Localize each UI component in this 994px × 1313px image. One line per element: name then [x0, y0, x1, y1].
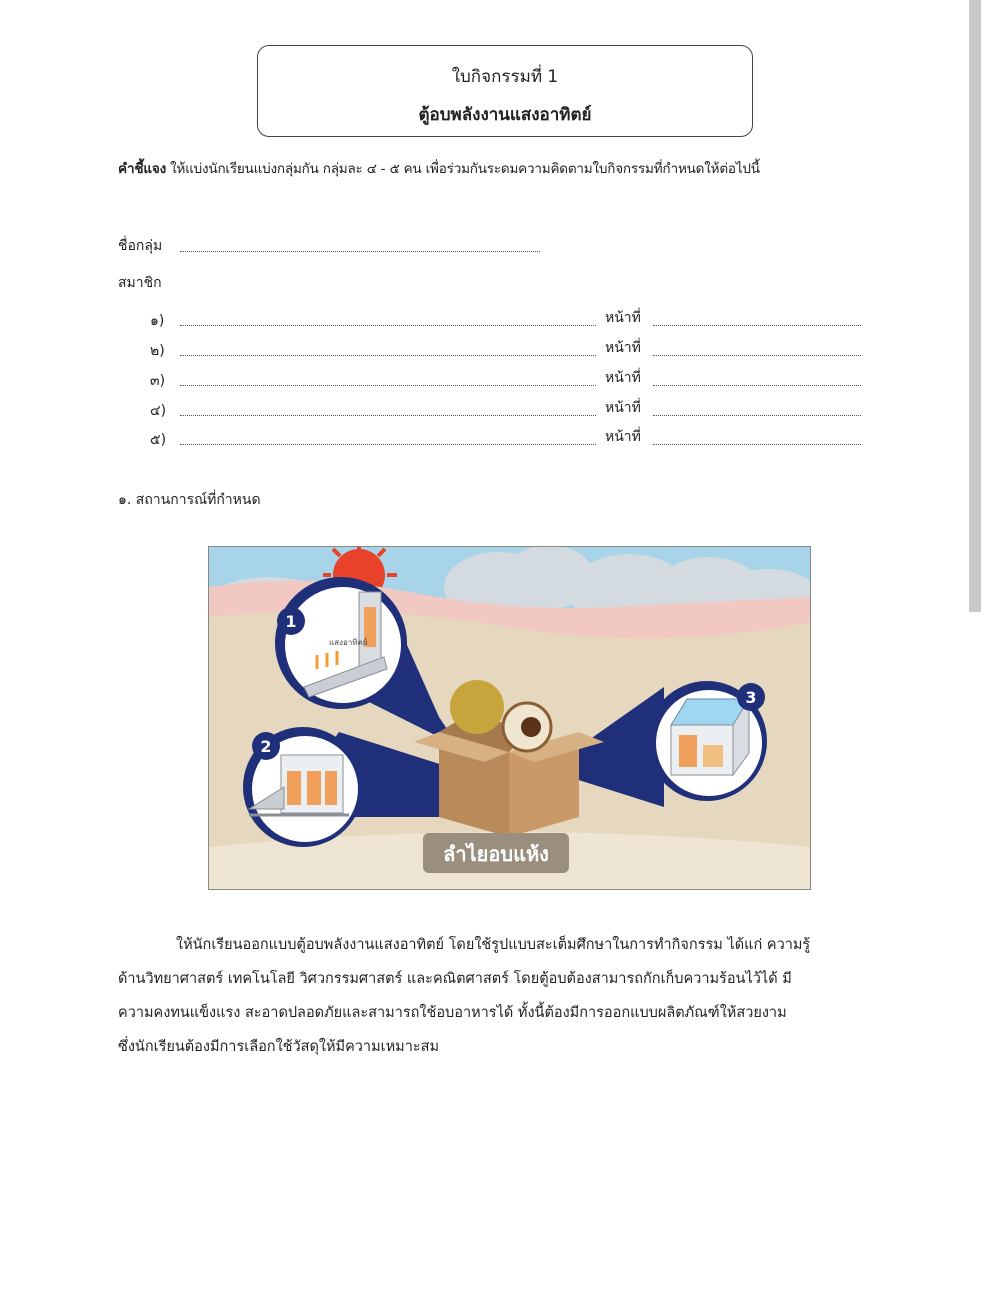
instruction-label: คำชี้แจง	[118, 161, 166, 177]
role-line[interactable]	[653, 325, 861, 326]
role-label: หน้าที่	[605, 429, 641, 445]
member-name-line[interactable]	[180, 355, 596, 356]
panel1-label: แสงอาทิตย์	[329, 638, 368, 647]
dryer-greenhouse-icon	[671, 699, 749, 775]
members-label: สมาชิก	[118, 275, 162, 291]
role-line[interactable]	[653, 415, 861, 416]
activity-title: ตู้อบพลังงานแสงอาทิตย์	[418, 105, 592, 125]
activity-description	[118, 928, 903, 1064]
member-number: ๑)	[150, 313, 165, 329]
section-heading: ๑. สถานการณ์ที่กำหนด	[118, 492, 261, 508]
group-name-label: ชื่อกลุ่ม	[118, 238, 163, 254]
role-line[interactable]	[653, 355, 861, 356]
illustration-caption: ลำไยอบแห้ง	[443, 842, 549, 866]
member-number: ๓)	[150, 373, 166, 389]
member-number: ๔)	[150, 403, 167, 419]
member-number: ๕)	[150, 432, 167, 448]
activity-number: ใบกิจกรรมที่ 1	[451, 67, 559, 87]
instruction	[118, 157, 908, 179]
role-label: หน้าที่	[605, 310, 641, 326]
member-name-line[interactable]	[180, 415, 596, 416]
member-name-line[interactable]	[180, 325, 596, 326]
solar-dryer-illustration	[208, 546, 811, 890]
title-box	[257, 45, 753, 137]
paragraph-line: ซึ่งนักเรียนต้องมีการเลือกใช้วัสดุให้มีความเหมาะสม	[118, 1039, 440, 1055]
role-label: หน้าที่	[605, 370, 641, 386]
longan-seed	[521, 717, 541, 737]
badge-3-text: 3	[745, 688, 757, 707]
role-label: หน้าที่	[605, 340, 641, 356]
longan-whole	[450, 680, 504, 734]
group-name-line[interactable]	[180, 251, 540, 252]
paragraph-line: ความคงทนแข็งแรง สะอาดปลอดภัยและสามารถใช้อบอาหารได้ ทั้งนี้ต้องมีการออกแบบผลิตภัณฑ์ให้สวยงาม	[118, 1005, 787, 1021]
badge-1-text: 1	[285, 612, 297, 631]
role-label: หน้าที่	[605, 400, 641, 416]
member-name-line[interactable]	[180, 385, 596, 386]
scrollbar-thumb[interactable]	[969, 0, 981, 612]
illustration-svg	[209, 547, 811, 890]
instruction-text: ให้แบ่งนักเรียนแบ่งกลุ่มกัน กลุ่มละ ๔ - ๕ คน เพื่อร่วมกันระดมความคิดตามใบกิจกรรมที่กำหนดให้ต่อไปนี้	[170, 161, 760, 177]
role-line[interactable]	[653, 444, 861, 445]
badge-2-text: 2	[260, 737, 272, 756]
member-name-line[interactable]	[180, 444, 596, 445]
paragraph-line: ด้านวิทยาศาสตร์ เทคโนโลยี วิศวกรรมศาสตร์ และคณิตศาสตร์ โดยตู้อบต้องสามารถกักเก็บความร้อนไว้ได้ มี	[118, 971, 792, 987]
member-number: ๒)	[150, 343, 165, 359]
role-line[interactable]	[653, 385, 861, 386]
paragraph-line: ให้นักเรียนออกแบบตู้อบพลังงานแสงอาทิตย์ โดยใช้รูปแบบสะเต็มศึกษาในการทำกิจกรรม ได้แก่ ความรู้	[176, 937, 811, 953]
